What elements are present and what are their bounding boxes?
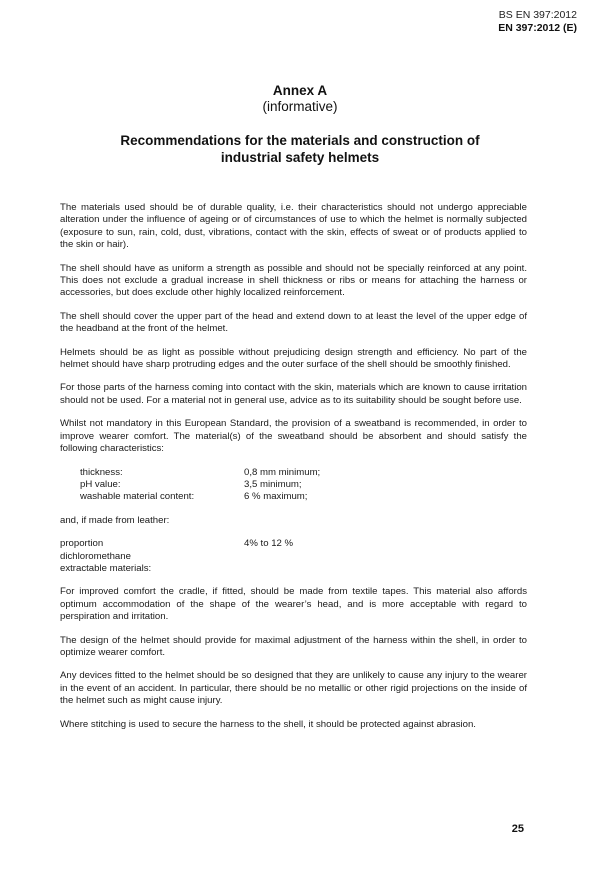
annex-title: Annex A <box>272 83 328 98</box>
leather-spec <box>60 538 527 575</box>
paragraph: Any devices fitted to the helmet should be so designed that they are unlikely to cause any injury to the wearer in the event of an accident. In particular, there should be no metallic or other rigid projections on the inside of the helmet such as might cause injury. <box>60 670 527 707</box>
leather-spec-value: 4% to 12 % <box>244 538 294 550</box>
spec-value: 3,5 minimum; <box>244 478 302 490</box>
page-number: 25 <box>511 823 524 835</box>
spec-value: 0,8 mm minimum; <box>244 466 321 478</box>
sweatband-spec-list <box>80 467 527 504</box>
leather-spec-label <box>60 538 244 575</box>
paragraph: The shell should cover the upper part of the head and extend down to at least the level of the upper edge of the headband at the front of the helmet. <box>60 310 527 335</box>
paragraph: For those parts of the harness coming into contact with the skin, materials which are known to cause irritation should not be used. For a material not in general use, advice as to its suitability should be sought before use. <box>60 382 527 406</box>
leather-label-line: extractable materials: <box>60 562 152 574</box>
leather-intro: and, if made from leather: <box>60 514 170 526</box>
body-text <box>60 202 527 742</box>
spec-label: pH value: <box>80 478 121 490</box>
paragraph: Where stitching is used to secure the harness to the shell, it should be protected against abrasion. <box>60 718 476 730</box>
paragraph: The shell should have as uniform a strength as possible and should not be specially reinforced at any point. This does not exclude a gradual increase in shell thickness or ribs or means for attaching the harness or accessories, but does exclude other highly localized reinforcement. <box>60 262 527 299</box>
annex-type: (informative) <box>262 99 338 114</box>
paragraph: The materials used should be of durable quality, i.e. their characteristics should not undergo appreciable alteration under the influence of ageing or of circumstances of use to which the helmet is normally subjected (exposure to sun, rain, cold, dust, vibrations, contact with the skin, effects of sweat or of products applied to the skin or hair). <box>60 202 527 251</box>
section-title: Recommendations for the materials and construction of industrial safety helmets <box>120 133 480 165</box>
paragraph: For improved comfort the cradle, if fitted, should be made from textile tapes. This material also affords optimum accommodation of the shape of the wearer’s head, and is more acceptable with regard to perspiration and irritation. <box>60 586 527 623</box>
spec-value: 6 % maximum; <box>244 491 308 503</box>
leather-label-line: proportion <box>60 538 104 550</box>
paragraph: Helmets should be as light as possible without prejudicing design strength and efficiency. No part of the helmet should have sharp protruding edges and the outer surface of the shell should be smoothly finished. <box>60 346 527 371</box>
header-standard-en: EN 397:2012 (E) <box>498 22 577 34</box>
spec-label: washable material content: <box>80 491 195 503</box>
leather-label-line: dichloromethane <box>60 550 131 562</box>
spec-row <box>80 491 527 503</box>
header-standard-bs: BS EN 397:2012 <box>498 9 577 21</box>
paragraph: Whilst not mandatory in this European Standard, the provision of a sweatband is recommended, in order to improve wearer comfort. The material(s) of the sweatband should be absorbent and should satisfy the following characteristics: <box>60 418 527 455</box>
paragraph: The design of the helmet should provide for maximal adjustment of the harness within the shell, in order to optimize wearer comfort. <box>60 634 527 658</box>
spec-row <box>80 467 527 479</box>
spec-row <box>80 479 527 491</box>
spec-label: thickness: <box>80 466 123 478</box>
